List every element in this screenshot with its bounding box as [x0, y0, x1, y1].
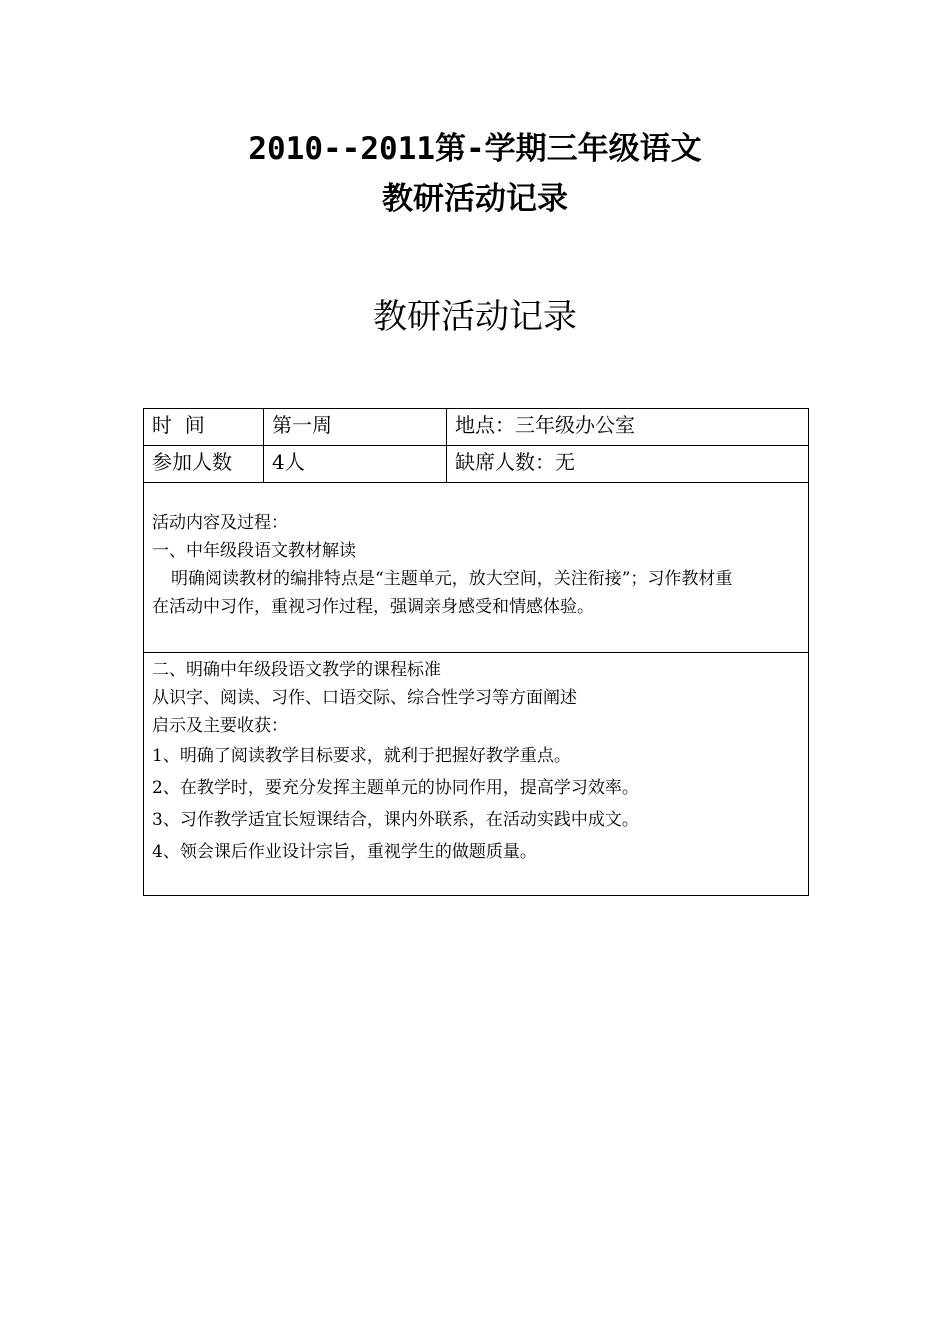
- table-row-standards: [144, 653, 809, 896]
- table-row-time: [144, 409, 809, 446]
- standards-line1: 从识字、阅读、习作、口语交际、综合性学习等方面阐述: [152, 688, 577, 708]
- document-title-line1: 2010--2011第-学期三年级语文: [248, 131, 702, 167]
- record-heading: 教研活动记录: [373, 297, 577, 337]
- standards-content-cell: [144, 653, 809, 896]
- attendees-label: 参加人数: [144, 446, 264, 483]
- activity-paragraph-line2: 在活动中习作，重视习作过程，强调亲身感受和情感体验。: [152, 597, 594, 617]
- table-row-activity: [144, 483, 809, 653]
- activity-paragraph-line1: 明确阅读教材的编排特点是“主题单元，放大空间，关注衔接”；习作教材重: [171, 569, 733, 589]
- location-cell: 地点：三年级办公室: [447, 409, 809, 446]
- activity-heading: 活动内容及过程：: [152, 513, 288, 533]
- attendees-value: 4人: [264, 446, 447, 483]
- document-title-line2: 教研活动记录: [382, 181, 568, 217]
- time-value: 第一周: [264, 409, 447, 446]
- record-table: [143, 408, 809, 896]
- absent-cell: 缺席人数：无: [447, 446, 809, 483]
- activity-content-cell: [144, 483, 809, 653]
- list-item: 2、在教学时，要充分发挥主题单元的协同作用，提高学习效率。: [152, 778, 639, 798]
- time-label: 时 间: [144, 409, 264, 446]
- list-item: 1、明确了阅读教学目标要求，就利于把握好教学重点。: [152, 746, 571, 766]
- standards-line2: 启示及主要收获：: [152, 716, 288, 736]
- table-row-attendance: [144, 446, 809, 483]
- activity-subheading: 一、中年级段语文教材解读: [152, 541, 356, 561]
- list-item: 4、领会课后作业设计宗旨，重视学生的做题质量。: [152, 842, 537, 862]
- standards-heading: 二、明确中年级段语文教学的课程标准: [152, 660, 441, 680]
- list-item: 3、习作教学适宜长短课结合，课内外联系，在活动实践中成文。: [152, 810, 639, 830]
